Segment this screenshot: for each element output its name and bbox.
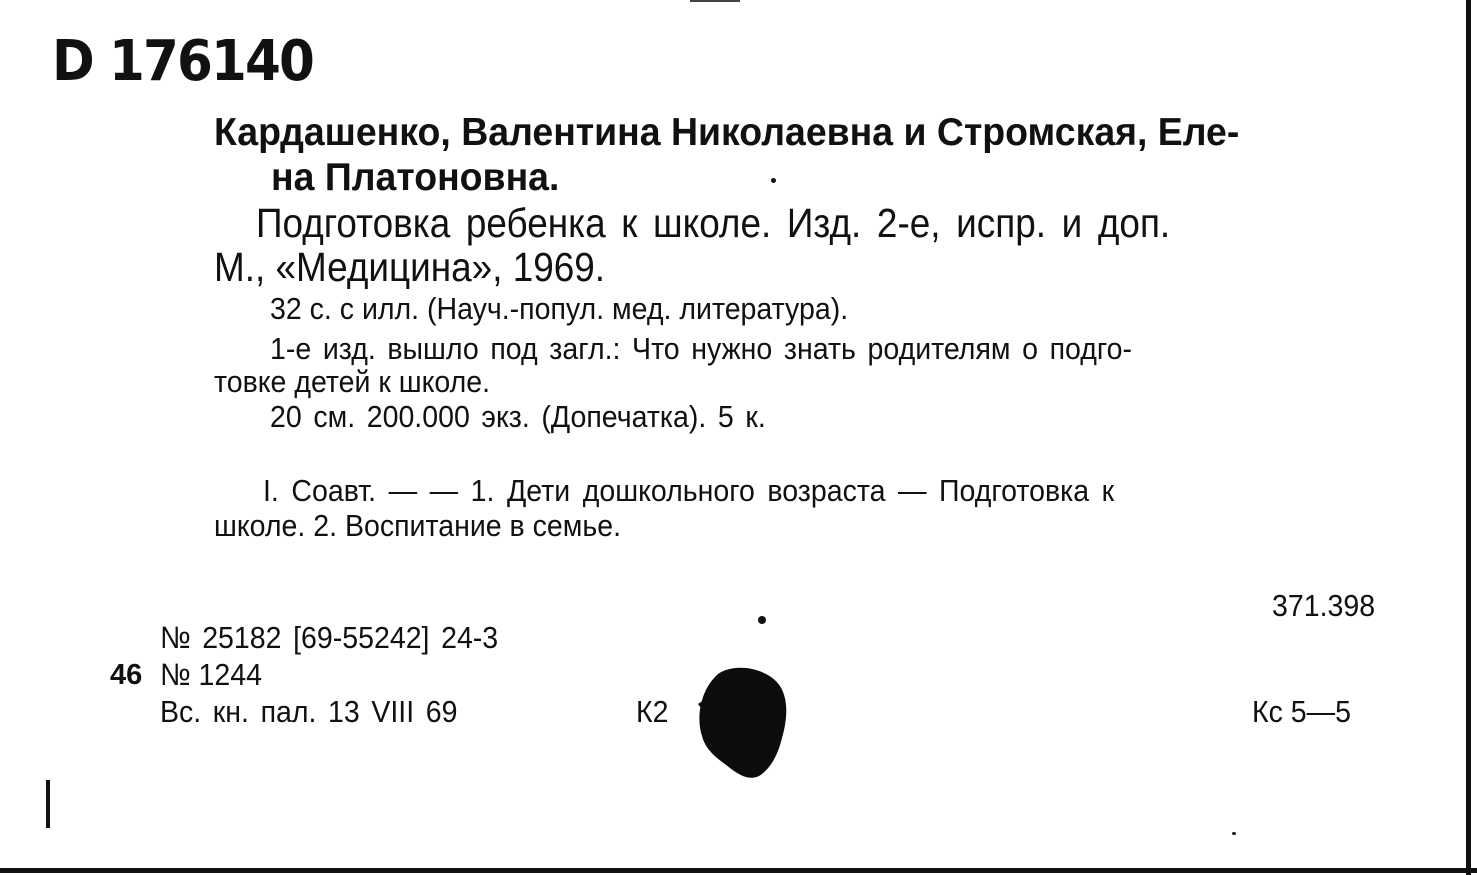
record-second-number: № 1244 (160, 657, 262, 692)
book-chamber-line: Вс. кн. пал. 13 VIII 69 (160, 694, 458, 729)
pagination-line: 32 с. с илл. (Науч.-попул. мед. литература). (270, 291, 849, 326)
record-prefix: 46 (110, 659, 143, 691)
author-line-2: на Платоновна. (271, 156, 560, 199)
edition-note-line-2: товке детей к школе. (214, 364, 491, 399)
inventory-number: D 176140 (52, 29, 314, 94)
title-line-1: Подготовка ребенка к школе. Изд. 2-е, испр. и доп. (256, 200, 1171, 246)
classification-code: 371.398 (1272, 588, 1376, 623)
title-line-2: М., «Медицина», 1969. (214, 244, 606, 290)
bottom-border (0, 868, 1477, 873)
top-edge-mark (690, 0, 740, 2)
format-line: 20 см. 200.000 экз. (Допечатка). 5 к. (270, 399, 766, 434)
shelf-code: К2 (636, 694, 669, 729)
cipher-code: Кс 5—5 (1252, 694, 1352, 729)
subjects-line-2: школе. 2. Воспитание в семье. (214, 508, 622, 543)
subjects-line-1: I. Соавт. — — 1. Дети дошкольного возраста — Подготовка к (263, 473, 1115, 508)
right-border (1466, 0, 1471, 875)
ink-speck (758, 616, 766, 624)
ink-speck (1232, 832, 1236, 835)
ink-blot (690, 664, 790, 782)
ink-speck (771, 178, 776, 183)
edition-note-line-1: 1-е изд. вышло под загл.: Что нужно знать родителям о подго- (270, 331, 1133, 366)
record-number-line: № 25182 [69-55242] 24-3 (160, 620, 499, 655)
margin-stroke (46, 780, 50, 828)
author-line-1: Кардашенко, Валентина Николаевна и Стромская, Еле- (214, 111, 1240, 154)
